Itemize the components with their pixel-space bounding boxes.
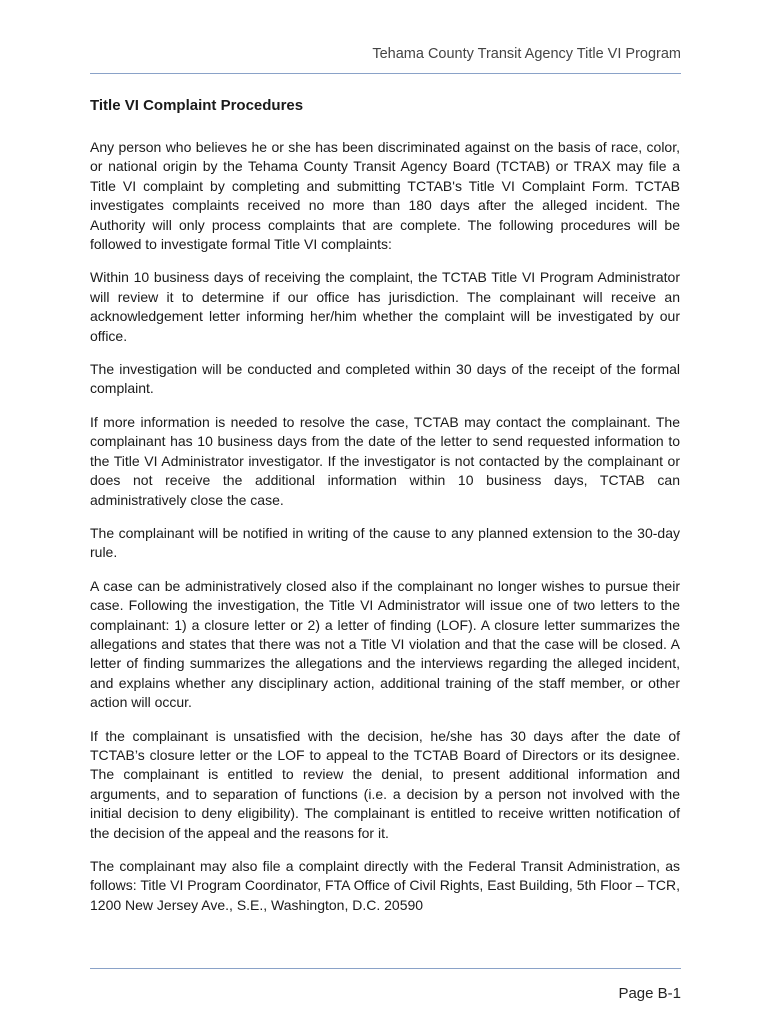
paragraph-additional-information: If more information is needed to resolve the case, TCTAB may contact the complainant. The complainant has 10 business days from the date of the letter to send requested information to the Title VI Administrator investigator. If the investigator is not contacted by the complainant or does not receive the additional information within 10 business days, TCTAB can administratively close the case. xyxy=(90,413,680,508)
running-header: Tehama County Transit Agency Title VI Program xyxy=(372,46,681,62)
page-content xyxy=(90,96,680,929)
paragraph-appeal: If the complainant is unsatisfied with the decision, he/she has 30 days after the date of TCTAB’s closure letter or the LOF to appeal to the TCTAB Board of Directors or its designee. The complainant is entitled to review the denial, to present additional information and arguments, and to separation of functions (i.e. a decision by a person not involved with the initial decision to deny eligibility). The complainant is entitled to receive written notification of the decision of the appeal and the reasons for it. xyxy=(90,727,680,841)
paragraph-extension-notice: The complainant will be notified in writing of the cause to any planned extension to the 30-day rule. xyxy=(90,524,680,561)
paragraph-intro: Any person who believes he or she has been discriminated against on the basis of race, color, or national origin by the Tehama County Transit Agency Board (TCTAB) or TRAX may file a Title VI complaint by completing and submitting TCTAB's Title VI Complaint Form. TCTAB investigates complaints received no more than 180 days after the alleged incident. The Authority will only process complaints that are complete. The following procedures will be followed to investigate formal Title VI complaints: xyxy=(90,139,680,253)
section-title: Title VI Complaint Procedures xyxy=(90,97,304,114)
paragraph-jurisdiction-review: Within 10 business days of receiving the complaint, the TCTAB Title VI Program Administrator will review it to determine if our office has jurisdiction. The complainant will receive an acknowledgement letter informing her/him whether the complaint will be investigated by our office. xyxy=(90,269,680,344)
paragraph-case-closure: A case can be administratively closed also if the complainant no longer wishes to pursue their case. Following the investigation, the Title VI Administrator will issue one of two letters to the complainant: 1) a closure letter or 2) a letter of finding (LOF). A closure letter summarizes the allegations and states that there was not a Title VI violation and that the case will be closed. A letter of finding summarizes the allegations and the interviews regarding the alleged incident, and explains whether any disciplinary action, additional training of the staff member, or other action will occur. xyxy=(90,577,680,711)
paragraph-investigation-timeline: The investigation will be conducted and completed within 30 days of the receipt of the formal complaint. xyxy=(90,361,680,397)
page-number: Page B-1 xyxy=(618,985,681,1002)
footer-rule xyxy=(90,968,681,969)
paragraph-fta-complaint: The complainant may also file a complaint directly with the Federal Transit Administration, as follows: Title VI Program Coordinator, FTA Office of Civil Rights, East Building, 5th Floor – TCR, 1200 New Jersey Ave., S.E., Washington, D.C. 20590 xyxy=(90,858,680,913)
header-rule xyxy=(90,73,681,74)
